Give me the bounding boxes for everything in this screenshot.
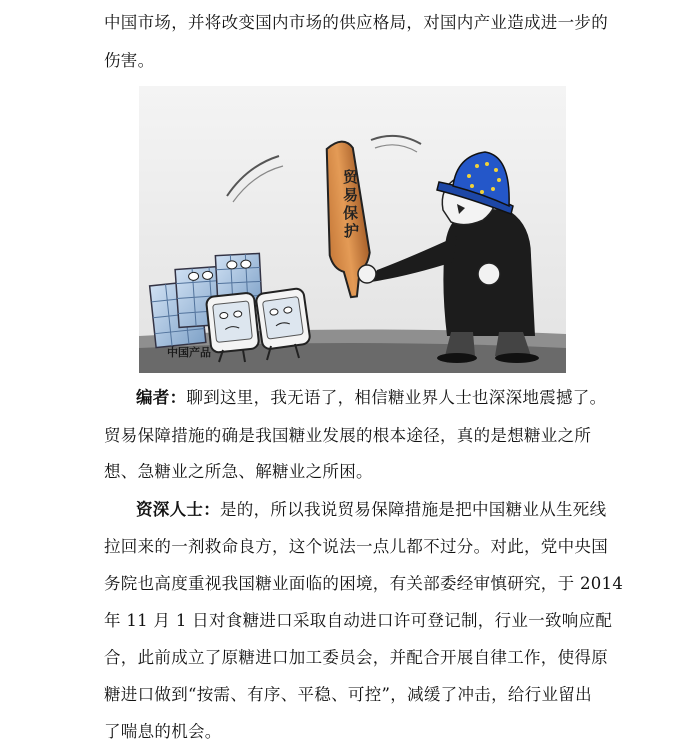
text-line: 想、急糖业之所急、解糖业之所困。 bbox=[104, 462, 373, 481]
text-line: 年 11 月 1 日对食糖进口采取自动进口许可登记制，行业一致响应配 bbox=[104, 611, 613, 630]
text-line: 伤害。 bbox=[104, 51, 155, 70]
bat-label bbox=[343, 168, 359, 240]
products-label: 中国产品 bbox=[167, 346, 211, 359]
text-line: 拉回来的一剂救命良方，这个说法一点儿都不过分。对此，党中央国 bbox=[104, 537, 608, 556]
trade-protection-cartoon bbox=[139, 86, 566, 373]
bat-char: 护 bbox=[344, 222, 360, 240]
speech-text: 聊到这里，我无语了，相信糖业界人士也深深地震撼了。 bbox=[186, 388, 607, 407]
bat-char: 贸 bbox=[343, 168, 359, 186]
bat-char: 保 bbox=[343, 204, 359, 222]
text-line: 糖进口做到“按需、有序、平稳、可控”，减缓了冲击，给行业留出 bbox=[104, 685, 592, 704]
text-line: 合，此前成立了原糖进口加工委员会，并配合开展自律工作，使得原 bbox=[104, 648, 608, 667]
text-line: 贸易保障措施的确是我国糖业发展的根本途径，真的是想糖业之所 bbox=[104, 426, 592, 445]
text-line bbox=[136, 387, 606, 409]
speech-text: 是的，所以我说贸易保障措施是把中国糖业从生死线 bbox=[220, 500, 607, 519]
text-line: 务院也高度重视我国糖业面临的困境，有关部委经审慎研究，于 2014 bbox=[104, 574, 624, 593]
speaker-label: 资深人士： bbox=[136, 500, 220, 519]
speaker-label: 编者： bbox=[136, 388, 187, 407]
text-line bbox=[136, 499, 606, 521]
text-line: 了喘息的机会。 bbox=[104, 722, 222, 741]
bat-char: 易 bbox=[343, 186, 359, 204]
text-line: 中国市场，并将改变国内市场的供应格局，对国内产业造成进一步的 bbox=[104, 13, 608, 32]
